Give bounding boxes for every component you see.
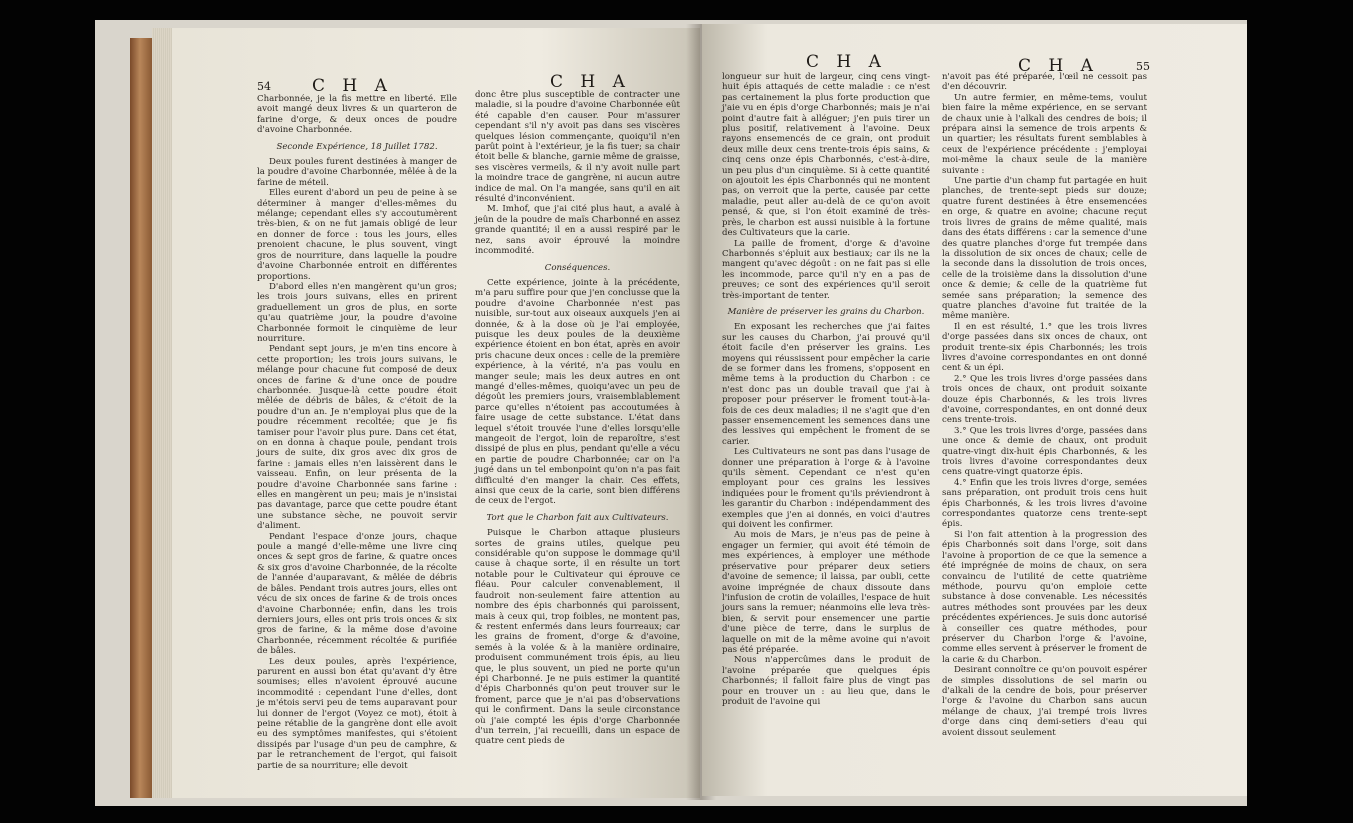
paragraph: donc être plus susceptible de contracter une maladie, si la poudre d'avoine Charbonnée eût été capable d'en causer. Pour m'assurer cependant s'il n'y avoit pas dans ses viscères quelques lésion commençante, quoiqu'il n'en parût point à l'extérieur, je la fis tuer; sa chair étoit belle & blanche, garnie même de graisse, ses viscères vermeils, & il n'y avoit nulle part la moindre trace de gangrène, ni aucun autre indice de mal. On l'a mangée, sans qu'il en ait résulté d'inconvénient. xyxy=(475,90,680,205)
paragraph: M. Imhof, que j'ai cité plus haut, a avalé à jeûn de la poudre de maïs Charbonné en assez grande quantité; il en a aussi respiré par le nez, sans avoir éprouvé la moindre incommodité. xyxy=(475,204,680,257)
running-header-left: C H A xyxy=(806,52,887,72)
section-heading: Tort que le Charbon fait aux Cultivateurs. xyxy=(486,512,669,523)
paragraph: La paille de froment, d'orge & d'avoine Charbonnés s'épluit aux bestiaux; car ils ne la mangent qu'avec dégoût : on ne fait pas si elle les incommode, parce qu'il n'y en a pas de preuves; ce sont des expériences qu'il seroit très-important de tenter. xyxy=(722,238,930,301)
paragraph: Il en est résulté, 1.° que les trois livres d'orge passées dans six onces de chaux, ont produit trente-six épis Charbonnés; les trois livres d'avoine correspondantes en ont donné cent & un épi. xyxy=(942,321,1147,374)
paragraph: Charbonnée, je la fis mettre en liberté. Elle avoit mangé deux livres & un quarteron de farine d'orge, & deux onces de poudre d'avoine Charbonnée. xyxy=(257,94,457,136)
paragraph: Si l'on fait attention à la progression des épis Charbonnés soit dans l'orge, soit dans l'avoine à proportion de ce que la semence a été imprégnée de moins de chaux, on sera convaincu de l'utilité de cette quatrième méthode, pourvu qu'on emploie cette substance à dose convenable. Les nécessités autres méthodes sont prouvées par les deux précédentes expériences. Je suis donc autorisé à conseiller ces quatre méthodes, pour préserver du Charbon l'orge & l'avoine, comme elles servent à préserver le froment de la carie & du Charbon. xyxy=(942,529,1147,665)
paragraph: 3.° Que les trois livres d'orge, passées dans une once & demie de chaux, ont produit quatre-vingt dix-huit épis Charbonnés, & les trois livres d'avoine correspondantes deux cens quatre-vingt quatorze épis. xyxy=(942,425,1147,478)
running-header-right: C H A xyxy=(550,72,631,92)
right-page xyxy=(702,24,1247,796)
paragraph: Un autre fermier, en même-tems, voulut bien faire la même expérience, en se servant de chaux unie à l'alkali des cendres de bois; il prépara ainsi la semence de trois arpents & un quartier; les résultats furent semblables à ceux de l'expérience précédente : j'employai moi-même la chaux seule de la manière suivante : xyxy=(942,92,1147,176)
paragraph: Desirant connoître ce qu'on pouvoit espérer de simples dissolutions de sel marin ou d'alkali de la cendre de bois, pour préserver l'orge & l'avoine du Charbon sans aucun mélange de chaux, j'ai trempé trois livres d'orge dans cinq demi-setiers d'eau qui avoient dissout seulement xyxy=(942,665,1147,738)
section-heading: Seconde Expérience, 18 Juillet 1782. xyxy=(276,141,438,152)
section-heading: Conséquences. xyxy=(544,262,611,273)
paragraph: Elles eurent d'abord un peu de peine à se déterminer à manger d'elles-mêmes du mélange; cependant elles s'y accoutumèrent très-bien, & on ne fut jamais obligé de leur en donner de force : tous les jours, elles prenoient chacune, le plus souvent, vingt gros de nourriture, dans laquelle la poudre d'avoine Charbonnée entroit en différentes proportions. xyxy=(257,188,457,282)
paragraph: Pendant sept jours, je m'en tins encore à cette proportion; les trois jours suivans, le mélange pour chacune fut composé de deux onces de farine & d'une once de poudre charbonnée. Jusque-là cette poudre étoit mêlée de débris de bâles, & c'étoit de la poudre d'un an. Je n'employai plus que de la poudre récemment recoltée; que je fis tamiser pour l'avoir plus pure. Dans cet état, on en donna à chaque poule, pendant trois jours de suite, dix gros avec dix gros de farine : jamais elles n'en laissèrent dans le vaisseau. Enfin, on leur présenta de la poudre d'avoine Charbonnée sans farine : elles en mangèrent un peu; mais je n'insistai pas davantage, parce que cette poudre étant une substance sèche, ne pouvoit servir d'aliment. xyxy=(257,344,457,532)
paragraph: 4.° Enfin que les trois livres d'orge, semées sans préparation, ont produit trois cens huit épis Charbonnés, & les trois livres d'avoine correspondantes quatorze cens trente-sept épis. xyxy=(942,477,1147,530)
right-column-2 xyxy=(942,72,1147,738)
paragraph: D'abord elles n'en mangèrent qu'un gros; les trois jours suivans, elles en prirent graduellement un gros de plus, en sorte qu'au quatrième jour, la poudre d'avoine Charbonnée formoit le cinquième de leur nourriture. xyxy=(257,281,457,344)
book-cover-edge xyxy=(130,38,152,798)
paragraph: Deux poules furent destinées à manger de la poudre d'avoine Charbonnée, mêlée à de la farine de méteil. xyxy=(257,157,458,188)
paragraph: longueur sur huit de largeur, cinq cens vingt-huit épis attaqués de cette maladie : ce n'est pas certainement la plus forte production que j'aie vu en épis d'orge Charbonnés; mais je n'ai point d'autre fait à alléguer; j'en puis tirer un plus positif, relativement à l'avoine. Deux rayons ensemencés de ce grain, ont produit deux mille deux cens trente-trois épis sains, & cinq cens onze épis Charbonnés, c'est-à-dire, un peu plus d'un cinquième. Si à cette quantité on ajoutoit les épis Charbonnés qui ne montent pas, on verroit que la perte, causée par cette maladie, peut aller au-delà de ce qu'on avoit pensé, & que, si l'on étoit examiné de très-près, le charbon est aussi nuisible à la fortune des Cultivateurs que la carie. xyxy=(722,72,930,239)
paragraph: Les Cultivateurs ne sont pas dans l'usage de donner une préparation à l'orge & à l'avoine qu'ils sèment. Cependant ce n'est qu'en employant pour ces grains les lessives indiquées pour le froment qu'ils préviendront à les garantir du Charbon : indépendamment des exemples que j'en ai donnés, en voici d'autres qui doivent les confirmer. xyxy=(722,447,930,531)
paragraph: Cette expérience, jointe à la précédente, m'a paru suffire pour que j'en conclusse que la poudre d'avoine Charbonnée n'est pas nuisible, sur-tout aux oiseaux auxquels j'en ai donnée, & à la dose où je l'ai employée, puisque les deux poules de la deuxième expérience étoient en bon état, après en avoir pris chacune deux onces : celle de la première expérience, à la vérité, n'a pas voulu en manger seule; mais les deux autres en ont mangé d'elles-mêmes, quoiqu'avec un peu de dégoût les premiers jours, vraisemblablement parce qu'elles n'étoient pas accoutumées à faire usage de cette substance. L'état dans lequel s'étoit trouvée l'une d'elles lorsqu'elle mangeoit de l'ergot, loin de reparoître, s'est dissipé de plus en plus, pendant qu'elle a vécu en partie de poudre Charbonnée; car on l'a jugé dans un tel embonpoint qu'on n'a pas fait difficulté d'en manger la chair. Ces effets, ainsi que ceux de la carie, sont bien différens de ceux de l'ergot. xyxy=(475,277,680,507)
paragraph: Une partie d'un champ fut partagée en huit planches, de trente-sept pieds sur douze; quatre furent destinées à être ensemencées en orge, & quatre en avoine; chacune reçut trois livres de grains de même qualité, mais dans des états différens : car la semence d'une des quatre planches d'orge fut trempée dans la dissolution de six onces de chaux; celle de la seconde dans la dissolution de trois onces, celle de la troisième dans la dissolution d'une once & demie; & celle de la quatrième fut semée sans préparation; la semence des quatre planches d'avoine fut traitée de la même manière. xyxy=(942,176,1147,322)
paragraph: Nous n'appercûmes dans le produit de l'avoine préparée que quelques épis Charbonnés; il falloit faire plus de vingt pas pour en trouver un : au lieu que, dans le produit de l'avoine qui xyxy=(722,655,930,707)
paragraph: En exposant les recherches que j'ai faites sur les causes du Charbon, j'ai prouvé qu'il étoit facile d'en préserver les grains. Les moyens qui réussissent pour empêcher la carie de se former dans les fromens, s'opposent en même tems à la production du Charbon : ce n'est donc pas un double travail que j'ai à proposer pour préserver le froment tout-à-la-fois de ces deux maladies; il ne s'agit que d'en passer ensemencement les semences dans une des lessives qui empêchent le froment de se carier. xyxy=(722,322,930,447)
left-column-2 xyxy=(475,90,680,747)
page-number: 55 xyxy=(1136,60,1150,73)
paragraph: Pendant l'espace d'onze jours, chaque poule a mangé d'elle-même une livre cinq onces & sept gros de farine, & quatre onces & six gros d'avoine Charbonnée, de la récolte de l'année d'auparavant, & mêlée de débris de bâles. Pendant trois autres jours, elles ont vécu de six onces de farine & de trois onces d'avoine Charbonnée; enfin, dans les trois derniers jours, elles ont pris trois onces & six gros de farine, & la même dose d'avoine Charbonnée, récemment récoltée & purifiée de bâles. xyxy=(257,531,457,657)
left-page xyxy=(172,28,700,798)
left-column-1 xyxy=(257,94,457,771)
paragraph: 2.° Que les trois livres d'orge passées dans trois onces de chaux, ont produit soixante douze épis Charbonnés, & les trois livres d'avoine, correspondantes, en ont donné deux cens trente-trois. xyxy=(942,373,1147,426)
page-number: 54 xyxy=(257,80,271,93)
right-column-1 xyxy=(722,72,930,707)
page-edges xyxy=(152,28,172,798)
paragraph: Au mois de Mars, je n'eus pas de peine à engager un fermier, qui avoit été témoin de mes expériences, à employer une méthode préservative pour préparer deux setiers d'avoine de semence; il laissa, par oubli, cette avoine imprégnée de chaux dissoute dans l'infusion de crotin de volailles, l'espace de huit jours sans la remuer; néanmoins elle leva très-bien, & servit pour ensemencer une partie d'une pièce de terre, dans le surplus de laquelle on mit de la même avoine qui n'avoit pas été préparée. xyxy=(722,530,930,655)
section-heading: Manière de préserver les grains du Charbon. xyxy=(727,306,925,317)
paragraph: n'avoit pas été préparée, l'œil ne cessoit pas d'en découvrir. xyxy=(942,72,1147,93)
paragraph: Puisque le Charbon attaque plusieurs sortes de grains utiles, quelque peu considérable qu'on suppose le dommage qu'il cause à chaque sorte, il en résulte un tort notable pour le Cultivateur qui éprouve ce fléau. Pour calculer convenablement, il faudroit non-seulement faire attention au nombre des épis charbonnés qui paroissent, mais à ceux qui, trop foibles, ne montent pas, & restent enfermés dans leurs fourreaux; car les grains de froment, d'orge & d'avoine, semés à la volée & à la manière ordinaire, produisent communément trois épis, au lieu que, le plus souvent, un pied ne porte qu'un épi Charbonné. Je ne puis estimer la quantité d'épis Charbonnés qu'on peut trouver sur le froment, parce que je n'ai pas d'observations qui le confirment. Dans la seule circonstance où j'aie compté les épis d'orge Charbonnée d'un terrein, j'ai recueilli, dans un espace de quatre cent pieds de xyxy=(475,528,680,747)
paragraph: Les deux poules, après l'expérience, parurent en aussi bon état qu'avant d'y être soumises; elles n'avoient éprouvé aucune incommodité : cependant l'une d'elles, dont je m'étois servi peu de tems auparavant pour lui donner de l'ergot (Voyez ce mot), étoit à peine rétablie de la gangrène dont elle avoit eu des symptômes manifestes, qui s'étoient dissipés par l'usage d'un peu de camphre, & par le retranchement de l'ergot, qui faisoit partie de sa nourriture; elle devoit xyxy=(257,656,457,771)
running-header-left: C H A xyxy=(312,76,393,96)
running-header-right: C H A xyxy=(1018,56,1099,76)
